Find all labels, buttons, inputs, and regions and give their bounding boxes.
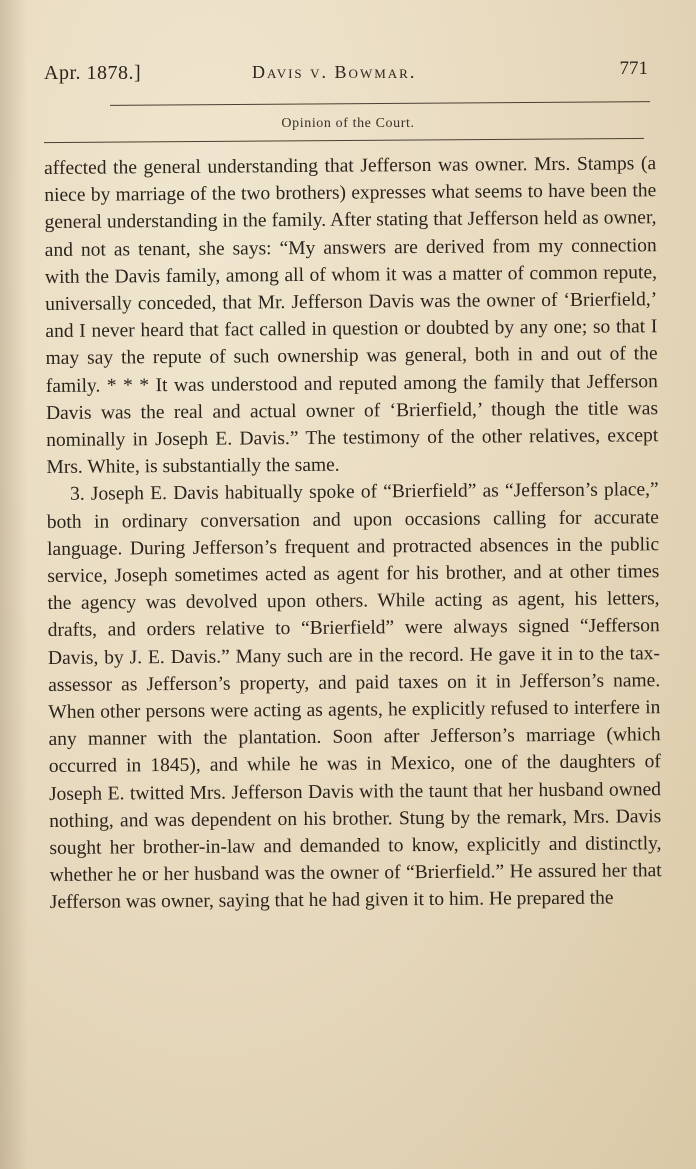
section-subheading: Opinion of the Court.: [281, 116, 415, 131]
paragraph-continuation: affected the general understanding that Jefferson was owner. Mrs. Stamps (a niece by marriage of the two brothers) expresses what seems to have been the general understanding in the family. After stating that Jefferson held as owner, and not as tenant, she says: “My answers are derived from my connection with the Davis family, among all of whom it was a matter of common repute, universally conceded, that Mr. Jefferson Davis was the owner of ‘Brierfield,’ and I never heard that fact called in question or doubted by any one; so that I may say the repute of such ownership was general, both in and out of the family. * * * It was understood and reputed among the family that Jefferson Davis was the real and actual owner of ‘Brierfield,’ though the title was nominally in Joseph E. Davis.” The testimony of the other relatives, except Mrs. White, is substantially the same.: [44, 153, 659, 479]
running-head: [44, 58, 656, 92]
header-date: Apr. 1878.]: [44, 62, 142, 84]
body-text: [44, 150, 662, 916]
page-number: 771: [619, 58, 648, 79]
paragraph-point-3: 3. Joseph E. Davis habitually spoke of “Brierfield” as “Jefferson’s place,” both in ordinary conversation and upon occasions calling for accurate language. During Jefferson’s frequent and protracted absences in the public service, Joseph sometimes acted as agent for his brother, and at other times the agency was devolved upon others. While acting as agent, his letters, drafts, and orders relative to “Brierfield” were always signed “Jefferson Davis, by J. E. Davis.” Many such are in the record. He gave it in to the tax-assessor as Jefferson’s property, and paid taxes on it in Jefferson’s name. When other persons were acting as agents, he explicitly refused to interfere in any manner with the plantation. Soon after Jefferson’s marriage (which occurred in 1845), and while he was in Mexico, one of the daughters of Joseph E. twitted Mrs. Jefferson Davis with the taunt that her husband owned nothing, and was dependent on his brother. Stung by the remark, Mrs. Davis sought her brother-in-law and demanded to know, explicitly and distinctly, whether he or her husband was the owner of “Brierfield.” He assured her that Jefferson was owner, saying that he had given it to him. He prepared the: [46, 479, 662, 914]
header-rule-bottom: [44, 138, 644, 143]
header-case-title: Davis v. Bowmar.: [252, 62, 417, 82]
spine-shadow: [0, 0, 28, 1169]
header-rule-top: [110, 101, 650, 106]
